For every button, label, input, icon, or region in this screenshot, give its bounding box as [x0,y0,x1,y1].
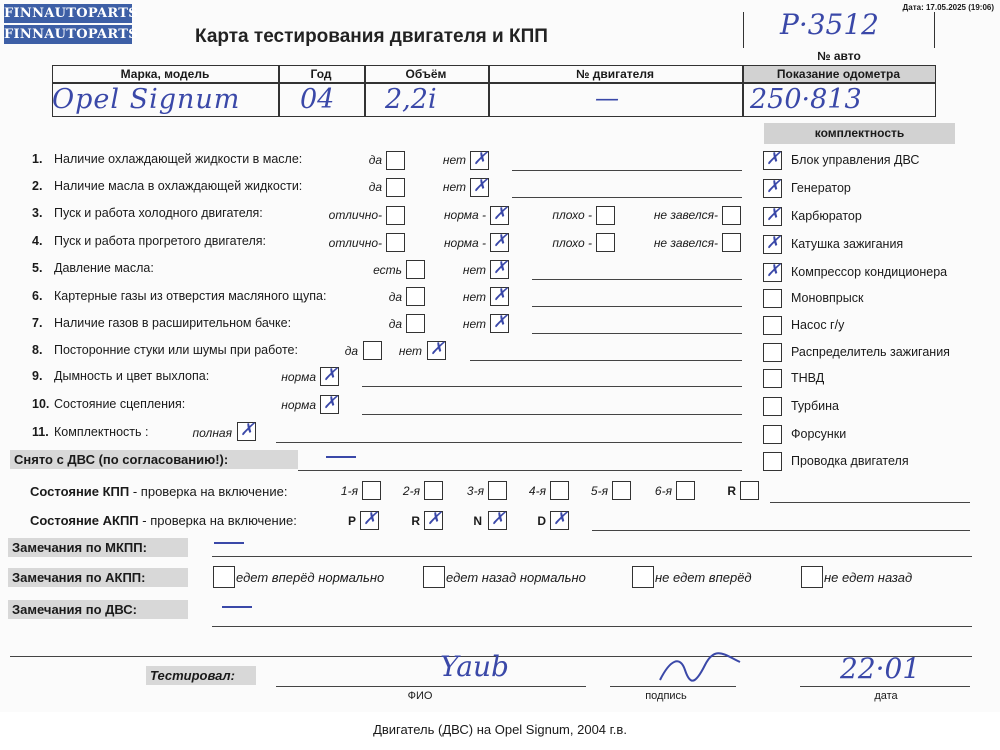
checkbox-q2-yes[interactable] [386,178,405,197]
kit-label-ac-compressor: Компрессор кондиционера [791,265,948,279]
tested-label: Тестировал: [146,666,256,685]
removed-dash [326,456,356,458]
kit-label-ps-pump: Насос г/у [791,318,845,332]
value-model: Opel Signum [52,84,241,115]
checkbox-q4-excellent[interactable] [386,233,405,252]
kit-title: комплектность [764,123,955,144]
auto-gearbox-label: Состояние АКПП - проверка на включение: [30,513,297,528]
akpp-reverse-ok-checkbox[interactable] [423,566,445,588]
image-caption: Двигатель (ДВС) на Opel Signum, 2004 г.в. [373,722,627,737]
checkbox-q3-bad[interactable] [596,206,615,225]
akpp-forward-ok-checkbox[interactable] [213,566,235,588]
checkbox-q6-yes[interactable] [406,287,425,306]
kit-label-wiring: Проводка двигателя [791,454,909,468]
value-engine-number: — [595,84,619,112]
gear-5-checkbox[interactable] [612,481,631,500]
auto-number-value: Р·3512 [780,8,879,41]
date-stamp: Дата: 17.05.2025 (19:06) [902,3,994,12]
gear-4-checkbox[interactable] [550,481,569,500]
kit-label-injectors: Форсунки [791,427,847,441]
akpp-reverse-ok-label: едет назад нормально [446,570,586,585]
kit-checkbox-wiring[interactable] [763,452,782,471]
checkbox-q6-no[interactable] [490,287,509,306]
kit-checkbox-ignition-coil[interactable] [763,235,782,254]
header-year: Год [310,67,332,81]
gear-1-checkbox[interactable] [362,481,381,500]
checkbox-q2-no[interactable] [470,178,489,197]
signature-label: подпись [645,690,687,702]
checkbox-q3-excellent[interactable] [386,206,405,225]
auto-n-checkbox[interactable] [488,511,507,530]
header-odometer: Показание одометра [776,67,901,81]
checkbox-q5-yes[interactable] [406,260,425,279]
kit-checkbox-mono-injection[interactable] [763,289,782,308]
akpp-forward-fail-checkbox[interactable] [632,566,654,588]
checkbox-q4-no-start[interactable] [722,233,741,252]
kit-checkbox-injectors[interactable] [763,425,782,444]
test-card-sheet: FINNAUTOPARTS FINNAUTOPARTS Дата: 17.05.2025 (19:06) Карта тестирования двигателя и КПП Р·3512 № авто Марка, модель Год Объём № двигателя Показание одометра Opel Signum 04 2,2i — 250·813 комплектность 1. Наличие охлаждающей жидкости в масле: да нет ✗ 2. Наличие масла в охлаждающей жидкости: да нет ✗ 3. Пуск и работа холодного двигателя: отлично- норма - ✗ плохо - не завелся- 4. Пуск и работа прогретого двигателя: отлично- норма - ✗ плохо - не завелся- 5. Давление масла: есть нет ✗ 6. Картерные газы из отверстия масляного щупа: да нет ✗ 7. Наличие газов в расширительном бачке: да нет ✗ 8. Посторонние стуки или шумы при работе: да нет ✗ 9. Дымность и цвет выхлопа: норма ✗ 10. Состояние сцепления: норма ✗ 11. Комплектность : полная ✗ ✗ Блок управления ДВС ✗ Генератор ✗ Карбюратор ✗ Катушка зажигания ✗ Компрессор кондиционера Моновпрыск Насос г/у Распределитель зажигания ТНВД Турбина Форсунки Проводка двигателя Снято с ДВС (по согласованию!): Состояние КПП - проверка на включение: 1-я 2-я 3-я 4-я 5-я 6-я R Состояние АКПП - проверка на включение: P ✗ R ✗ N ✗ D ✗ Замечания по МКПП: Замечания по АКПП: едет вперёд нормально едет назад нормально не едет вперёд не едет назад Замечания по ДВС: Тестировал: Yaub 22·01 ФИО подпись дата [0,0,1000,712]
page-title: Карта тестирования двигателя и КПП [195,26,548,47]
checkbox-q10-normal[interactable] [320,395,339,414]
header-engine-number: № двигателя [576,67,654,81]
manual-gearbox-label: Состояние КПП - проверка на включение: [30,484,288,499]
kit-label-generator: Генератор [791,181,851,195]
auto-p-checkbox[interactable] [360,511,379,530]
checkbox-q9-normal[interactable] [320,367,339,386]
brand-logo-secondary: FINNAUTOPARTS [4,27,138,42]
kit-checkbox-injection-pump[interactable] [763,369,782,388]
checkbox-q3-no-start[interactable] [722,206,741,225]
date-label: дата [874,690,898,702]
kit-checkbox-generator[interactable] [763,179,782,198]
auto-r-checkbox[interactable] [424,511,443,530]
kit-checkbox-ac-compressor[interactable] [763,263,782,282]
signature-icon [655,650,745,690]
checkbox-q1-no[interactable] [470,151,489,170]
kit-label-distributor: Распределитель зажигания [791,345,950,359]
kit-checkbox-ecu[interactable] [763,151,782,170]
checkbox-q3-normal[interactable] [490,206,509,225]
kit-checkbox-turbo[interactable] [763,397,782,416]
checkbox-q1-yes[interactable] [386,151,405,170]
header-model: Марка, модель [120,67,210,81]
checkbox-q8-no[interactable] [427,341,446,360]
akpp-reverse-fail-label: не едет назад [824,570,913,585]
kit-checkbox-ps-pump[interactable] [763,316,782,335]
kit-checkbox-distributor[interactable] [763,343,782,362]
value-volume: 2,2i [385,84,437,115]
tester-name: Yaub [440,650,509,683]
kit-label-turbo: Турбина [791,399,839,413]
checkbox-q4-bad[interactable] [596,233,615,252]
checkbox-q7-yes[interactable] [406,314,425,333]
remarks-mkpp-label: Замечания по МКПП: [8,538,188,557]
fio-label: ФИО [407,690,433,702]
remarks-dvs-label: Замечания по ДВС: [8,600,188,619]
kit-checkbox-carburetor[interactable] [763,207,782,226]
test-date: 22·01 [840,652,921,685]
gear-3-checkbox[interactable] [488,481,507,500]
akpp-reverse-fail-checkbox[interactable] [801,566,823,588]
akpp-forward-fail-label: не едет вперёд [655,570,752,585]
value-odometer: 250·813 [750,84,862,115]
kit-label-injection-pump: ТНВД [791,371,825,385]
gear-r-checkbox[interactable] [740,481,759,500]
checkbox-q7-no[interactable] [490,314,509,333]
checkbox-q11-full[interactable] [237,422,256,441]
gear-6-checkbox[interactable] [676,481,695,500]
checkbox-q4-normal[interactable] [490,233,509,252]
kit-label-carburetor: Карбюратор [791,209,862,223]
kit-label-ignition-coil: Катушка зажигания [791,237,904,251]
kit-label-mono-injection: Моновпрыск [791,291,864,305]
checkbox-q5-no[interactable] [490,260,509,279]
removed-label: Снято с ДВС (по согласованию!): [10,450,298,469]
value-year: 04 [300,84,335,115]
gear-2-checkbox[interactable] [424,481,443,500]
auto-number-label: № авто [817,49,861,63]
remarks-akpp-label: Замечания по АКПП: [8,568,188,587]
brand-logo: FINNAUTOPARTS [4,6,138,21]
kit-label-ecu: Блок управления ДВС [791,153,920,167]
auto-d-checkbox[interactable] [550,511,569,530]
akpp-forward-ok-label: едет вперёд нормально [236,570,385,585]
header-volume: Объём [405,67,447,81]
